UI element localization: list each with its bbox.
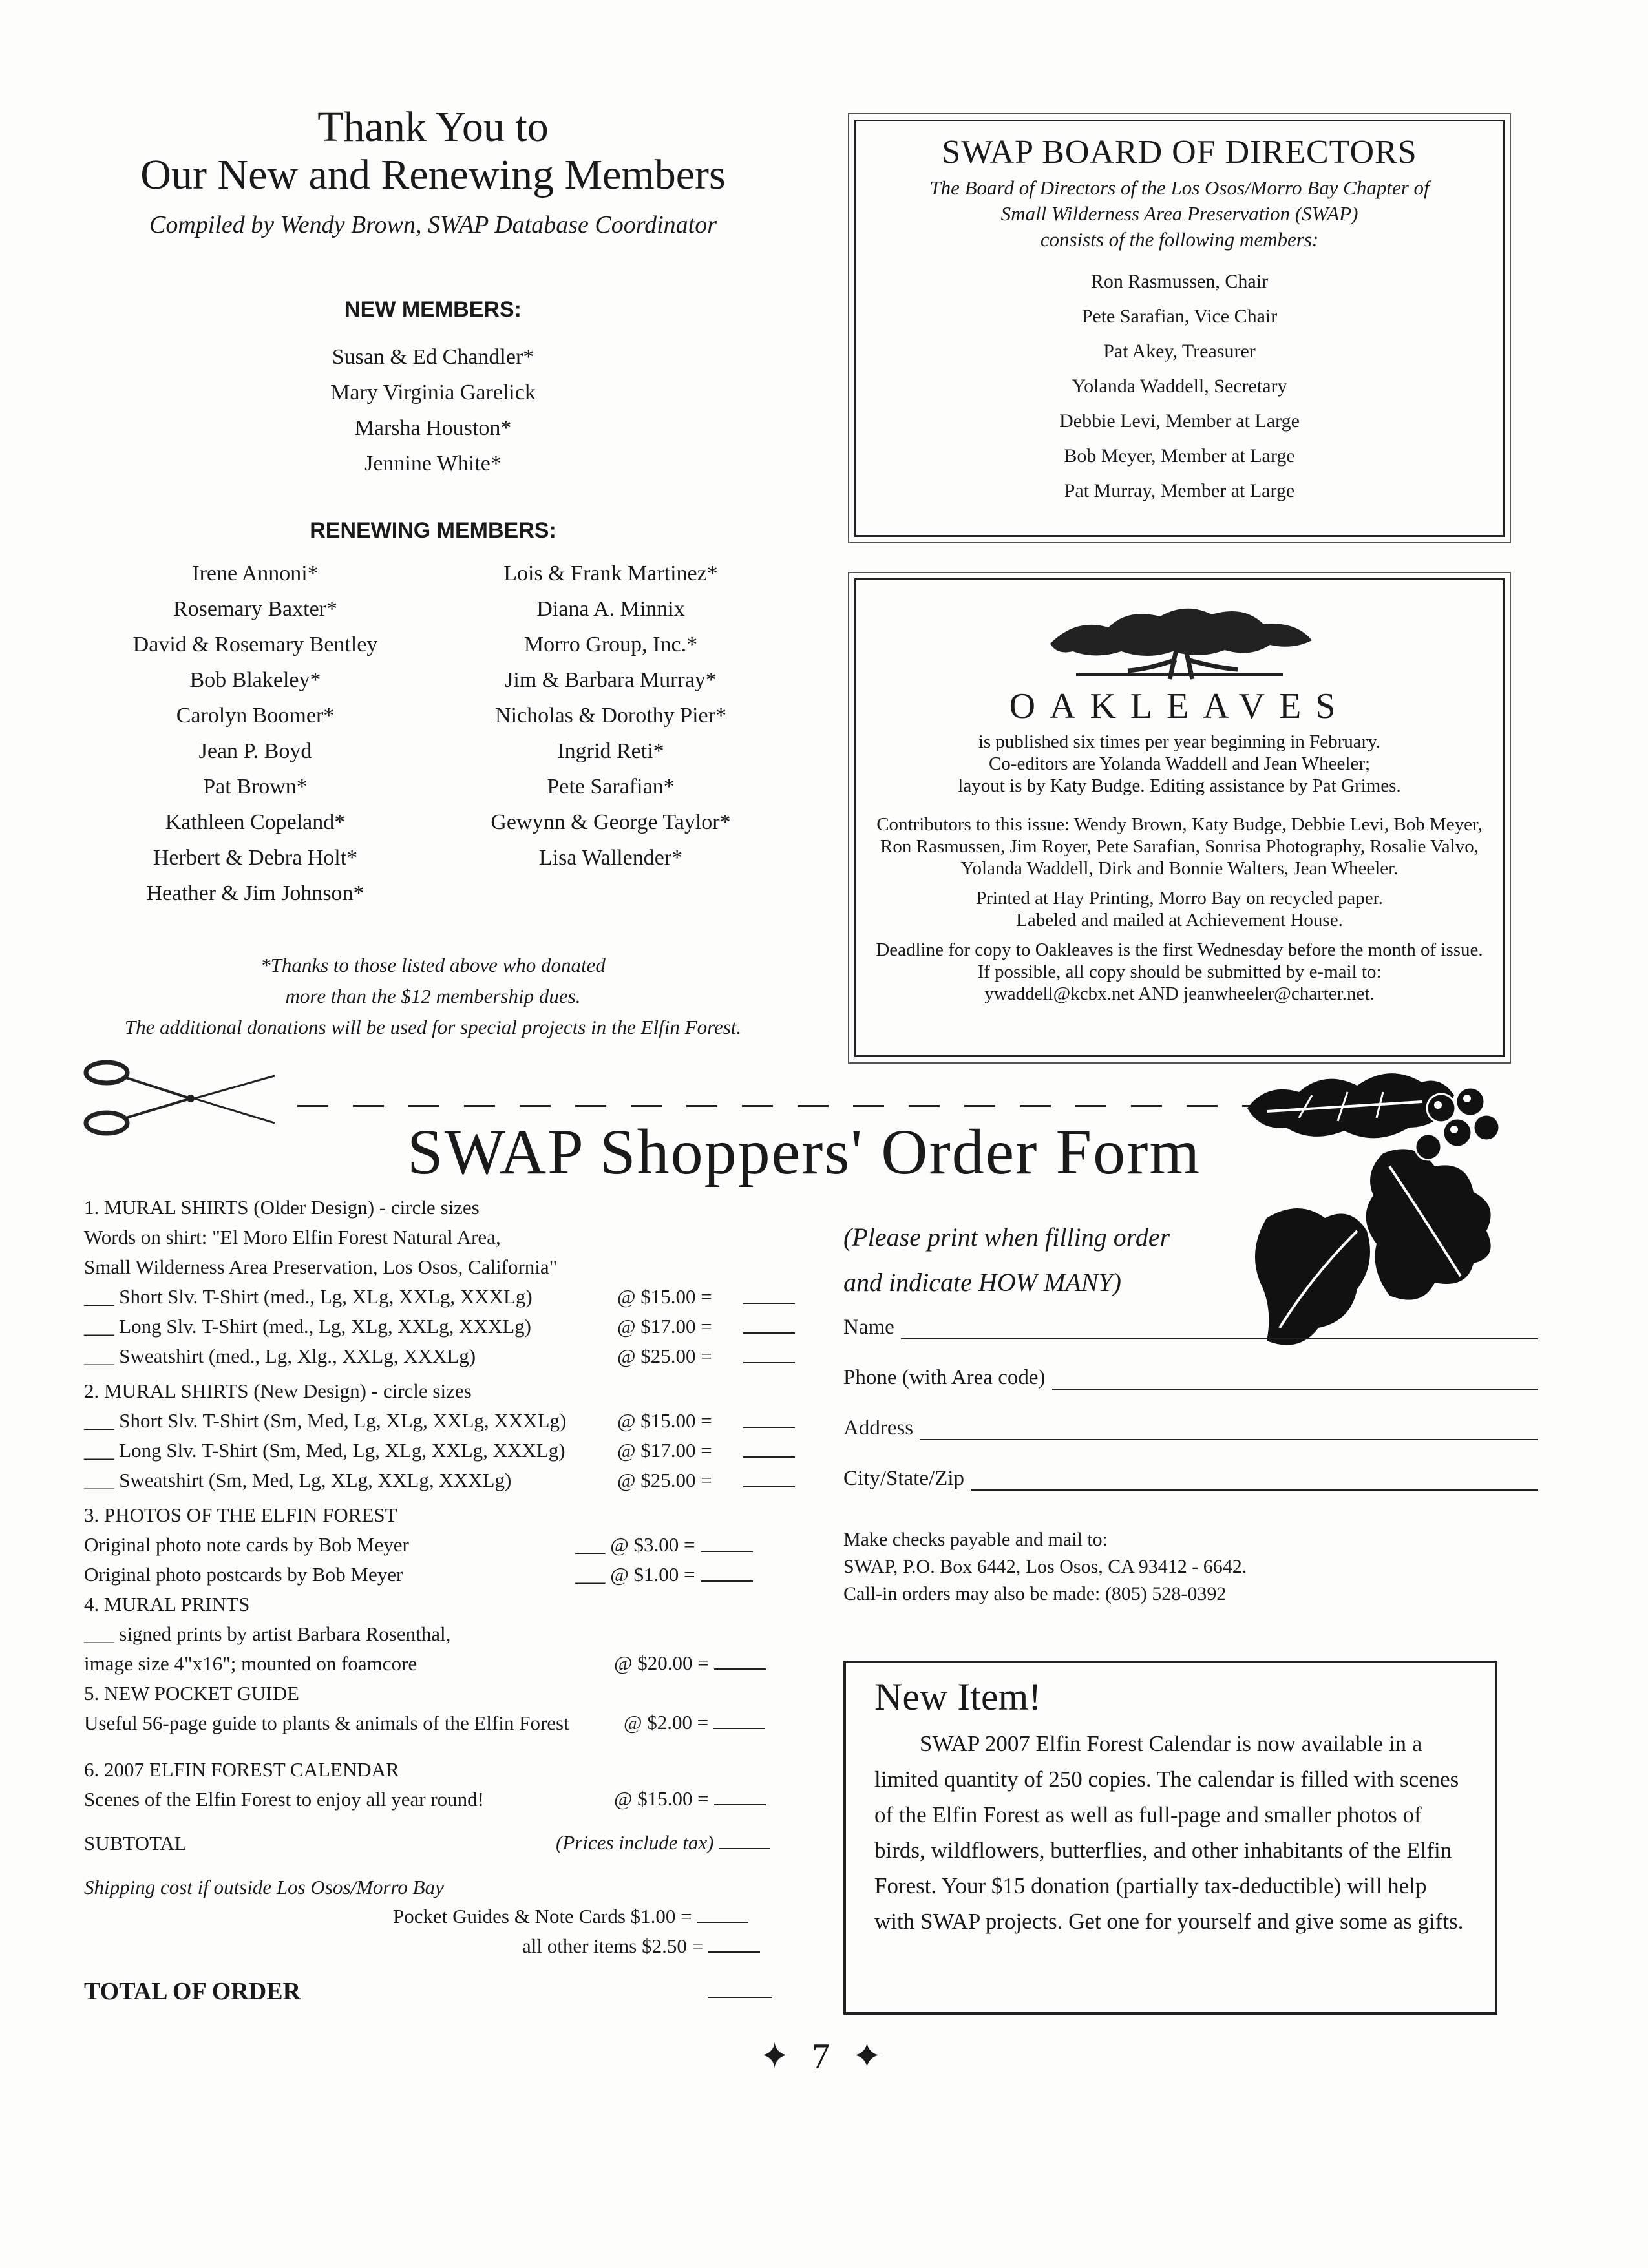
order-item-qty-blank[interactable] [743,1440,795,1458]
order-item-price: ___ @ $3.00 = [575,1533,695,1556]
order-form-title: SWAP Shoppers' Order Form [407,1116,1201,1188]
board-intro-line3: consists of the following members: [1040,228,1319,251]
instructions-line1: (Please print when filling order [843,1223,1170,1252]
board-title: SWAP BOARD OF DIRECTORS [942,134,1417,171]
s1-heading: 1. MURAL SHIRTS (Older Design) - circle sizes [84,1196,480,1219]
phone-line[interactable] [1052,1369,1539,1390]
donation-note-line1: *Thanks to those listed above who donated [260,954,606,976]
order-item-qty-blank[interactable] [743,1316,795,1334]
shipping-label: Shipping cost if outside Los Osos/Morro Bay [84,1876,444,1898]
order-item-price: @ $17.00 = [617,1315,712,1338]
city-line[interactable] [971,1470,1538,1491]
thanks-title-line1: Thank You to [317,103,549,151]
phone-field[interactable] [843,1366,1538,1390]
s6-price: @ $15.00 = [614,1787,709,1810]
s1-words-line1: Words on shirt: "El Moro Elfin Forest Natural Area, [84,1226,501,1248]
s5-heading: 5. NEW POCKET GUIDE [84,1682,299,1705]
oakleaves-p2-line2: Ron Rasmussen, Jim Royer, Pete Sarafian, Sonrisa Photography, Rosalie Valvo, [880,836,1479,857]
page-footer [711,2035,931,2077]
order-item-price: @ $15.00 = [617,1409,712,1432]
order-item-label: ___ Short Slv. T-Shirt (med., Lg, XLg, XXLg, XXXLg) [84,1285,533,1308]
oakleaves-p2-line1: Contributors to this issue: Wendy Brown, Katy Budge, Debbie Levi, Bob Meyer, [876,814,1483,835]
renewing-member-name: Carolyn Boomer* [176,704,335,728]
order-item-qty-blank[interactable] [743,1345,795,1363]
board-member: Pat Akey, Treasurer [1103,341,1256,362]
ship2-blank[interactable] [708,1935,760,1953]
renewing-member-name: Rosemary Baxter* [173,597,337,621]
board-intro-line2: Small Wilderness Area Preservation (SWAP) [1000,202,1358,225]
renewing-member-name: Diana A. Minnix [536,597,685,621]
order-item-label: ___ Sweatshirt (Sm, Med, Lg, XLg, XXLg, XXXLg) [84,1469,512,1491]
new-member-name: Marsha Houston* [354,416,512,440]
city-field[interactable] [843,1467,1538,1491]
thanks-section [78,103,788,239]
renewing-member-name: Irene Annoni* [192,562,319,585]
s4-heading: 4. MURAL PRINTS [84,1593,250,1615]
order-item-price: ___ @ $1.00 = [575,1563,695,1586]
diamond-right-icon: ✦ [852,2037,882,2077]
oakleaves-p3-line2: Labeled and mailed at Achievement House. [1016,910,1343,930]
oakleaves-p4-line2: If possible, all copy should be submitted by e-mail to: [977,961,1382,982]
renewing-member-name: Lois & Frank Martinez* [503,562,718,585]
address-label: Address [843,1416,914,1440]
renewing-members-left-column [97,556,414,911]
s4-line2: image size 4"x16"; mounted on foamcore [84,1652,417,1675]
renewing-members-heading: RENEWING MEMBERS: [310,518,556,543]
oakleaves-p4-line3: ywaddell@kcbx.net AND jeanwheeler@charter.net. [984,983,1375,1004]
order-item-qty-blank[interactable] [743,1410,795,1428]
oakleaves-title: OAKLEAVES [1009,686,1350,726]
order-item-price: @ $25.00 = [617,1345,712,1367]
mail-line3: Call-in orders may also be made: (805) 528-0392 [843,1583,1227,1604]
order-item-label: ___ Long Slv. T-Shirt (med., Lg, XLg, XXLg, XXXLg) [84,1315,532,1338]
s4-price: @ $20.00 = [614,1652,709,1674]
board-member: Debbie Levi, Member at Large [1059,410,1300,432]
scissors-icon [78,1047,278,1150]
board-box [854,120,1505,537]
renewing-member-name: Jean P. Boyd [198,739,312,763]
s6-price-row [614,1787,766,1811]
renewing-member-name: Pat Brown* [203,775,308,799]
renewing-member-name: Jim & Barbara Murray* [505,668,717,692]
ship1-label: Pocket Guides & Note Cards $1.00 = [393,1905,692,1927]
oakleaves-p1-line3: layout is by Katy Budge. Editing assistance by Pat Grimes. [958,775,1401,796]
thanks-byline: Compiled by Wendy Brown, SWAP Database Coordinator [149,211,717,238]
s4-line1: ___ signed prints by artist Barbara Rosenthal, [84,1622,451,1645]
name-line[interactable] [901,1319,1538,1339]
renewing-member-name: Ingrid Reti* [557,739,664,763]
order-item-price: @ $17.00 = [617,1439,712,1462]
renewing-member-name: Bob Blakeley* [189,668,321,692]
diamond-left-icon: ✦ [759,2037,790,2077]
order-item-qty-blank[interactable] [701,1564,753,1582]
subtotal-row [556,1831,770,1854]
renewing-members-right-column [452,556,769,876]
s5-price-row [624,1711,765,1734]
order-item-label: Original photo note cards by Bob Meyer [84,1533,409,1556]
new-member-name: Susan & Ed Chandler* [332,345,534,369]
name-label: Name [843,1316,894,1339]
renewing-member-name: Herbert & Debra Holt* [153,846,358,870]
s4-amount-blank[interactable] [714,1652,766,1670]
renewing-member-name: Lisa Wallender* [538,846,683,870]
s5-line: Useful 56-page guide to plants & animals of the Elfin Forest [84,1712,569,1734]
new-member-name: Mary Virginia Garelick [330,381,536,404]
s6-heading: 6. 2007 ELFIN FOREST CALENDAR [84,1758,399,1781]
renewing-member-name: Morro Group, Inc.* [523,633,698,656]
order-item-price: @ $25.00 = [617,1469,712,1491]
mail-line1: Make checks payable and mail to: [843,1529,1108,1550]
instructions-line2: and indicate HOW MANY) [843,1268,1121,1297]
oakleaves-box [854,578,1505,1057]
ship2-label: all other items $2.50 = [522,1935,704,1957]
order-item-label: ___ Short Slv. T-Shirt (Sm, Med, Lg, XLg, XXLg, XXXLg) [84,1409,567,1432]
new-item-box [843,1661,1497,2015]
order-item-qty-blank[interactable] [743,1469,795,1487]
new-member-name: Jennine White* [364,452,502,476]
order-item-qty-blank[interactable] [743,1286,795,1304]
oakleaves-p1-line1: is published six times per year beginning in February. [978,731,1381,752]
ship2-row [522,1935,760,1958]
name-field[interactable] [843,1316,1538,1339]
total-label: TOTAL OF ORDER [84,1978,301,2005]
renewing-member-name: Nicholas & Dorothy Pier* [495,704,726,728]
ship1-blank[interactable] [697,1905,748,1923]
subtotal-note: (Prices include tax) [556,1831,714,1854]
s6-line: Scenes of the Elfin Forest to enjoy all year round! [84,1788,484,1811]
mail-line2: SWAP, P.O. Box 6442, Los Osos, CA 93412 - 6642. [843,1556,1247,1577]
donation-note-line2: more than the $12 membership dues. [285,985,581,1007]
oakleaves-p2-line3: Yolanda Waddell, Dirk and Bonnie Walters, Jean Wheeler. [960,858,1399,879]
order-instructions [843,1215,1170,1305]
thanks-title-line2: Our New and Renewing Members [140,151,726,198]
address-field[interactable] [843,1416,1538,1440]
cut-line [297,1098,1357,1110]
order-item-price: @ $15.00 = [617,1285,712,1308]
donation-note-line3: The additional donations will be used for special projects in the Elfin Forest. [124,1016,742,1038]
order-item-label: ___ Sweatshirt (med., Lg, Xlg., XXLg, XXXLg) [84,1345,476,1367]
subtotal-label: SUBTOTAL [84,1832,187,1854]
oakleaves-p4-line1: Deadline for copy to Oakleaves is the first Wednesday before the month of issue. [876,940,1483,960]
city-label: City/State/Zip [843,1467,964,1490]
renewing-member-name: Kathleen Copeland* [165,810,346,834]
mail-instructions [843,1526,1247,1608]
order-item-qty-blank[interactable] [701,1534,753,1552]
board-intro-line1: The Board of Directors of the Los Osos/Morro Bay Chapter of [929,176,1430,199]
board-member: Pete Sarafian, Vice Chair [1081,306,1278,327]
s5-amount-blank[interactable] [713,1711,765,1729]
s3-heading: 3. PHOTOS OF THE ELFIN FOREST [84,1504,397,1526]
renewing-member-name: David & Rosemary Bentley [132,633,378,656]
new-item-body: SWAP 2007 Elfin Forest Calendar is now available in a limited quantity of 250 copies. The calendar is filled with scenes of the Elfin Forest as well as full-page and smaller photos of birds, wildflowers, butterflies, and other inhabitants of the Elfin Forest. Your $15 donation (partially tax-deductible) will help with SWAP projects. Get one for yourself and give some as gifts. [874,1731,1464,1934]
order-item-label: Original photo postcards by Bob Meyer [84,1563,403,1586]
board-member: Pat Murray, Member at Large [1064,480,1295,501]
s6-amount-blank[interactable] [714,1787,766,1805]
board-member: Bob Meyer, Member at Large [1064,445,1295,467]
board-member: Yolanda Waddell, Secretary [1072,375,1287,397]
oakleaves-p3-line1: Printed at Hay Printing, Morro Bay on recycled paper. [976,888,1383,908]
s2-heading: 2. MURAL SHIRTS (New Design) - circle sizes [84,1380,472,1402]
renewing-member-name: Pete Sarafian* [547,775,675,799]
subtotal-blank[interactable] [719,1831,770,1849]
s4-price-row [614,1652,766,1675]
page-number: 7 [812,2037,830,2077]
renewing-member-name: Gewynn & George Taylor* [491,810,731,834]
phone-label: Phone (with Area code) [843,1366,1046,1389]
new-members-heading: NEW MEMBERS: [344,297,522,322]
s1-words-line2: Small Wilderness Area Preservation, Los Osos, California" [84,1255,558,1278]
board-member: Ron Rasmussen, Chair [1090,271,1269,292]
board-members-list [856,264,1503,509]
address-line[interactable] [920,1420,1538,1440]
order-item-label: ___ Long Slv. T-Shirt (Sm, Med, Lg, XLg, XXLg, XXXLg) [84,1439,565,1462]
s5-price: @ $2.00 = [624,1711,709,1734]
ship1-row [393,1905,748,1928]
oakleaves-p1-line2: Co-editors are Yolanda Waddell and Jean Wheeler; [988,753,1371,774]
donation-note [65,950,801,1043]
oak-tree-icon [1037,598,1322,682]
total-blank[interactable] [708,1997,772,1998]
new-members-list [220,339,646,481]
renewing-member-name: Heather & Jim Johnson* [146,881,364,905]
new-item-title: New Item! [874,1675,1042,1718]
